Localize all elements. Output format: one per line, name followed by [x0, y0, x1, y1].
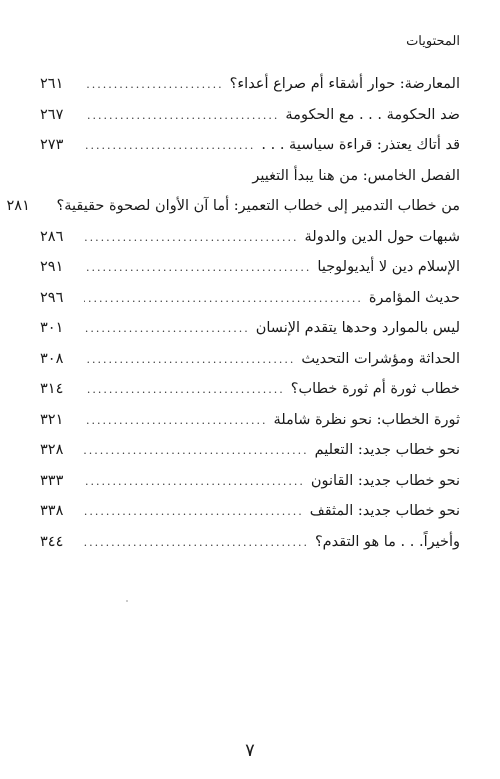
toc-entry-page: ٣٤٤: [40, 533, 64, 550]
dot-leader: [84, 536, 309, 549]
toc-entry-title: نحو خطاب جديد: القانون: [310, 472, 460, 489]
paper-speck: [126, 600, 128, 602]
toc-entry: [6, 198, 460, 229]
toc-entry-title: نحو خطاب جديد: المثقف: [309, 503, 460, 519]
toc-entry-page: ٢٦١: [40, 76, 64, 92]
dot-leader: [84, 109, 279, 122]
toc-entry: [40, 76, 460, 107]
table-of-contents: [6, 76, 460, 564]
toc-entry: [40, 473, 460, 504]
toc-entry-title: من خطاب التدمير إلى خطاب التعمير: أما آن الأوان لصحوة حقيقية؟: [56, 198, 460, 214]
toc-entry-page: ٣٢٨: [40, 442, 64, 458]
toc-entry-page: ٢٦٧: [40, 106, 64, 123]
toc-entry-page: ٣٣٣: [40, 472, 64, 489]
toc-entry-title: حديث المؤامرة: [368, 289, 460, 306]
dot-leader: [84, 261, 311, 274]
toc-entry: [40, 503, 460, 534]
toc-entry-title: الفصل الخامس: من هنا يبدأ التغيير: [252, 167, 460, 184]
toc-entry-page: ٣٢١: [40, 411, 64, 428]
toc-entry-page: ٢٨٦: [40, 228, 64, 245]
toc-entry: [40, 229, 460, 260]
toc-entry-title: الإسلام دين لا أيديولوجيا: [317, 259, 460, 275]
toc-entry: [40, 320, 460, 351]
dot-leader: [84, 231, 299, 244]
toc-entry-title: ضد الحكومة . . . مع الحكومة: [285, 106, 460, 123]
toc-entry-page: ٣١٤: [40, 381, 64, 397]
toc-entry-title: نحو خطاب جديد: التعليم: [314, 442, 460, 458]
dot-leader: [84, 353, 295, 366]
dot-leader: [84, 444, 309, 457]
toc-entry-title: المعارضة: حوار أشقاء أم صراع أعداء؟: [229, 76, 460, 92]
toc-entry: [40, 381, 460, 412]
toc-entry: [40, 290, 460, 321]
toc-entry-page: ٣٣٨: [40, 503, 64, 519]
dot-leader: [84, 475, 305, 488]
toc-entry-title: الحداثة ومؤشرات التحديث: [301, 350, 460, 367]
toc-entry: [40, 534, 460, 565]
toc-entry-title: ليس بالموارد وحدها يتقدم الإنسان: [255, 320, 460, 336]
toc-entry-title: شبهات حول الدين والدولة: [304, 228, 460, 245]
toc-entry: [40, 351, 460, 382]
toc-entry-title: ثورة الخطاب: نحو نظرة شاملة: [273, 411, 460, 428]
toc-entry-page: ٢٩٦: [40, 289, 64, 306]
toc-entry: [40, 442, 460, 473]
toc-entry-title: قد أتاك يعتذر: قراءة سياسية . . .: [261, 137, 460, 153]
dot-leader: [84, 322, 250, 335]
dot-leader: [84, 383, 285, 396]
dot-leader: [84, 292, 363, 305]
toc-entry: [40, 259, 460, 290]
toc-entry: [40, 412, 460, 443]
toc-entry-title: وأخيراً. . . ما هو التقدم؟: [314, 533, 460, 550]
dot-leader: [84, 505, 304, 518]
toc-entry: [40, 168, 460, 199]
toc-entry: [40, 107, 460, 138]
dot-leader: [84, 139, 255, 152]
dot-leader: [84, 78, 224, 91]
running-head: المحتويات: [406, 34, 460, 49]
toc-entry-title: خطاب ثورة أم ثورة خطاب؟: [290, 381, 460, 397]
toc-entry-page: ٢٨١: [6, 198, 30, 214]
dot-leader: [84, 414, 267, 427]
toc-entry-page: ٢٧٣: [40, 137, 64, 153]
toc-entry-page: ٣٠٨: [40, 350, 64, 367]
page-number: ٧: [245, 740, 255, 761]
toc-entry: [40, 137, 460, 168]
toc-entry-page: ٢٩١: [40, 259, 64, 275]
toc-entry-page: ٣٠١: [40, 320, 64, 336]
